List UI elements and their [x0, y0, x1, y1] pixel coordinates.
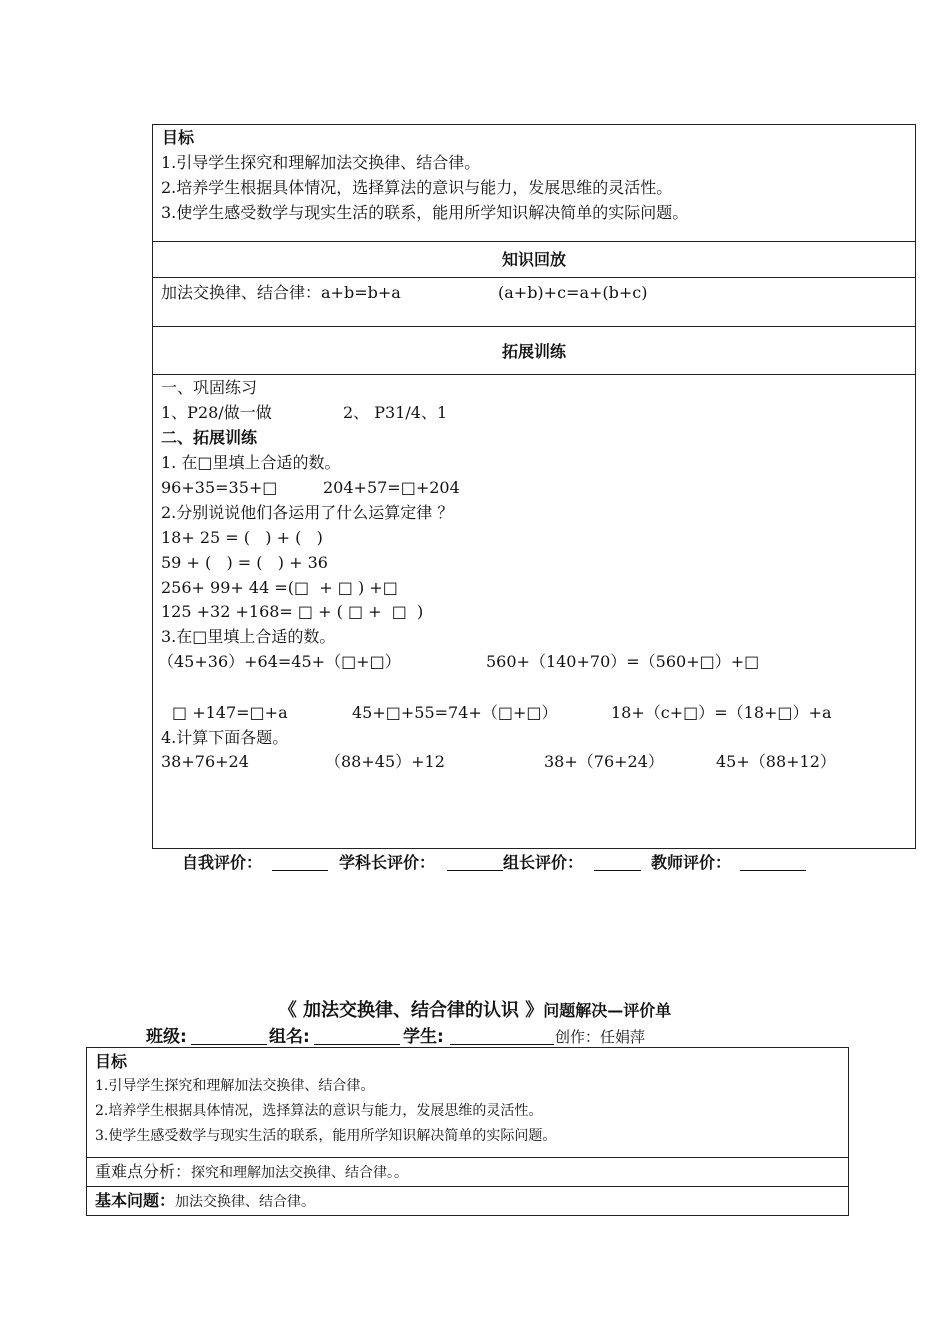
- sheet2-title-main: 《 加法交换律、结合律的认识 》: [278, 1000, 544, 1021]
- q1-item: 96+35=35+□: [161, 478, 278, 497]
- sheet2-objectives-heading: 目标: [95, 1052, 128, 1071]
- objective-item: 2.培养学生根据具体情况，选择算法的意识与能力，发展思维的灵活性。: [161, 178, 673, 197]
- sheet2-objective-item: 3.使学生感受数学与现实生活的联系，能用所学知识解决简单的实际问题。: [95, 1128, 557, 1144]
- q4-item: 45+（88+12）: [716, 752, 836, 771]
- eval-subject-lead-label: 学科长评价：: [339, 853, 436, 872]
- q1-title: 1. 在□里填上合适的数。: [161, 453, 341, 472]
- q2-line: 125 +32 +168= □ + ( □ + □ ): [161, 602, 424, 621]
- sheet2-objective-item: 1.引导学生探究和理解加法交换律、结合律。: [95, 1078, 375, 1094]
- q2-line: 59 + ( ) = ( ) + 36: [161, 553, 328, 572]
- basic-label: 基本问题：: [95, 1191, 176, 1210]
- review-text: 加法交换律、结合律：a+b=b+a: [161, 283, 401, 302]
- q1-item: 204+57=□+204: [323, 478, 460, 497]
- divider: [152, 241, 916, 242]
- q3-title: 3.在□里填上合适的数。: [161, 627, 336, 646]
- eval-subject-lead-blank[interactable]: [447, 854, 503, 871]
- q3-item: 45+□+55=74+（□+□）: [352, 703, 558, 722]
- group-label: 组名:: [269, 1027, 310, 1047]
- part1-item: 2、 P31/4、1: [343, 403, 448, 422]
- difficulty-label: 重难点分析：: [95, 1162, 192, 1181]
- eval-self-blank[interactable]: [272, 854, 328, 871]
- divider: [152, 326, 916, 327]
- eval-group-lead-blank[interactable]: [594, 854, 641, 871]
- divider: [152, 374, 916, 375]
- q4-title: 4.计算下面各题。: [161, 728, 289, 747]
- sheet2-title: [0, 999, 950, 1023]
- q4-item: 38+76+24: [161, 752, 249, 771]
- q4-item: （88+45）+12: [325, 752, 445, 771]
- class-label: 班级:: [146, 1027, 187, 1047]
- objective-item: 1.引导学生探究和理解加法交换律、结合律。: [161, 153, 481, 172]
- eval-self-label: 自我评价：: [182, 853, 263, 872]
- q2-line: 18+ 25 = ( ) + ( ): [161, 528, 323, 547]
- review-heading: 知识回放: [501, 250, 566, 269]
- q2-title: 2.分别说说他们各运用了什么运算定律 ？: [161, 503, 454, 522]
- part1-item: 1、P28/做一做: [161, 403, 272, 422]
- divider: [152, 277, 916, 278]
- sheet2-objective-item: 2.培养学生根据具体情况，选择算法的意识与能力，发展思维的灵活性。: [95, 1103, 543, 1119]
- part1-title: 一、巩固练习: [161, 378, 258, 397]
- q3-item: □ +147=□+a: [172, 703, 288, 722]
- difficulty-row: [95, 1161, 408, 1183]
- q4-item: 38+（76+24）: [544, 752, 664, 771]
- review-formula: (a+b)+c=a+(b+c): [498, 283, 648, 302]
- difficulty-text: 探究和理解加法交换律、结合律。。: [191, 1165, 409, 1181]
- eval-teacher-blank[interactable]: [740, 854, 806, 871]
- part2-title: 二、拓展训练: [161, 428, 258, 447]
- student-blank[interactable]: [450, 1028, 554, 1045]
- training-heading: 拓展训练: [501, 342, 566, 361]
- objective-item: 3.使学生感受数学与现实生活的联系，能用所学知识解决简单的实际问题。: [161, 203, 689, 222]
- sheet2-title-suffix: 问题解决—评价单: [543, 1001, 672, 1020]
- student-label: 学生:: [403, 1027, 444, 1047]
- divider: [86, 1186, 849, 1187]
- q3-item: 18+（c+□）=（18+□）+a: [611, 703, 832, 722]
- class-blank[interactable]: [191, 1028, 267, 1045]
- eval-teacher-label: 教师评价：: [651, 853, 732, 872]
- q3-item: （45+36）+64=45+（□+□）: [158, 652, 401, 671]
- author: 创作：任娟萍: [555, 1028, 646, 1046]
- objectives-heading: 目标: [162, 128, 195, 147]
- basic-row: [95, 1190, 315, 1212]
- q2-line: 256+ 99+ 44 =(□ + □ ) +□: [161, 578, 398, 597]
- group-blank[interactable]: [314, 1028, 400, 1045]
- basic-text: 加法交换律、结合律。: [175, 1194, 316, 1210]
- q3-item: 560+（140+70）=（560+□）+□: [486, 652, 760, 671]
- divider: [86, 1157, 849, 1158]
- eval-group-lead-label: 组长评价：: [503, 853, 584, 872]
